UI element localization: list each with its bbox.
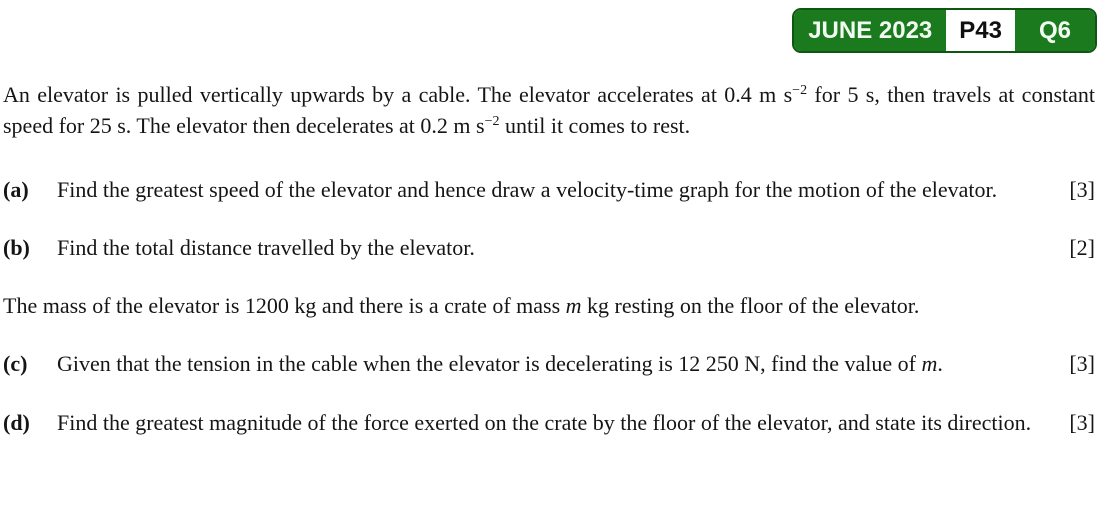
math-variable-m: m: [921, 351, 938, 376]
intro-text-segment: An elevator is pulled vertically upwards by a cable. The elevator accelerates at 0.4 m s: [3, 82, 793, 107]
part-d: [3, 407, 1095, 438]
part-d-text: Find the greatest magnitude of the force exerted on the crate by the floor of the elevator, and state its direction.: [57, 410, 1032, 435]
part-b-label: (b): [3, 235, 30, 260]
intro-text-segment: until it comes to rest.: [499, 113, 691, 138]
part-c-text-segment: Given that the tension in the cable when the elevator is decelerating is 12 250 N, find the value of: [57, 351, 922, 376]
question-content: [0, 79, 1100, 438]
badge-paper-label: P43: [946, 10, 1015, 51]
part-a: [3, 174, 1095, 205]
part-d-label: (d): [3, 410, 30, 435]
badge-question-label: Q6: [1015, 10, 1095, 51]
part-b: [3, 232, 1095, 263]
superscript-exponent: −2: [792, 83, 808, 98]
part-a-label: (a): [3, 177, 29, 202]
part-c-text-segment: .: [937, 351, 943, 376]
intro-paragraph: [3, 79, 1095, 141]
part-b-text: Find the total distance travelled by the elevator.: [57, 235, 475, 260]
part-b-marks: [2]: [1069, 235, 1095, 260]
part-c-label: (c): [3, 351, 28, 376]
intro-text-segment: for 5 s, then travels at constant speed for 25 s. The elevator then decelerates at 0.2 m s: [3, 82, 1095, 138]
part-a-marks: [3]: [1069, 177, 1095, 202]
part-a-text: Find the greatest speed of the elevator and hence draw a velocity-time graph for the motion of the elevator.: [57, 177, 998, 202]
part-c-marks: [3]: [1069, 351, 1095, 376]
mass-note-paragraph: [3, 290, 1095, 321]
part-d-marks: [3]: [1069, 410, 1095, 435]
badge-session-label: JUNE 2023: [794, 10, 946, 51]
paper-reference-badge: [792, 8, 1097, 53]
note-text-segment: kg resting on the floor of the elevator.: [581, 293, 920, 318]
math-variable-m: m: [565, 293, 582, 318]
part-c: [3, 348, 1095, 379]
part-c-text: [57, 348, 1095, 379]
superscript-exponent: −2: [484, 114, 500, 129]
note-text-segment: The mass of the elevator is 1200 kg and there is a crate of mass: [3, 293, 566, 318]
